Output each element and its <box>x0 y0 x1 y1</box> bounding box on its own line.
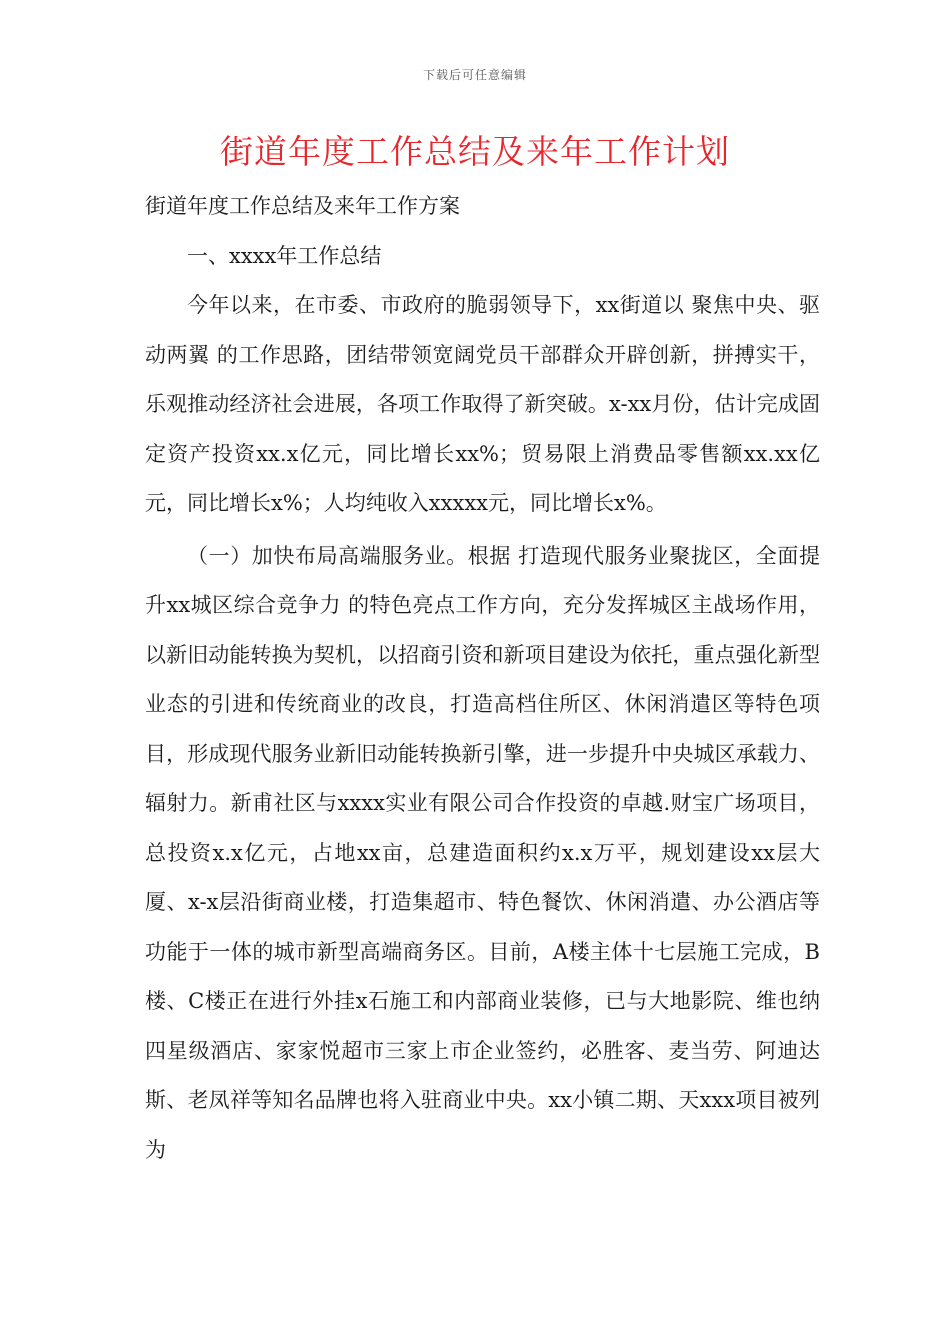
body-paragraph: （一）加快布局高端服务业。根据 打造现代服务业聚拢区，全面提升xx城区综合竞争力 的特色亮点工作方向，充分发挥城区主战场作用，以新旧动能转换为契机，以招商引资和新项目建设为依托，重点强化新型业态的引进和传统商业的改良，打造高档住所区、休闲消遣区等特色项目，形成现代服务业新旧动能转换新引擎，进一步提升中央城区承载力、辐射力。新甫社区与xxxx实业有限公司合作投资的卓越.财宝广场项目，总投资x.x亿元，占地xx亩，总建造面积约x.x万平，规划建设xx层大厦、x-x层沿街商业楼，打造集超市、特色餐饮、休闲消遣、办公酒店等功能于一体的城市新型高端商务区。目前，A楼主体十七层施工完成，B楼、C楼正在进行外挂x石施工和内部商业装修，已与大地影院、维也纳四星级酒店、家家悦超市三家上市企业签约，必胜客、麦当劳、阿迪达斯、老凤祥等知名品牌也将入驻商业中央。xx小镇二期、天xxx项目被列为 <box>145 543 820 1162</box>
document-subtitle: 街道年度工作总结及来年工作方案 <box>145 194 460 218</box>
document-body <box>145 182 820 1175</box>
page-header-note: 下载后可任意编辑 <box>422 68 527 82</box>
section-heading: 一、xxxx年工作总结 <box>187 243 382 268</box>
document-title: 街道年度工作总结及来年工作计划 <box>220 132 730 171</box>
body-paragraph: 今年以来，在市委、市政府的脆弱领导下，xx街道以 聚焦中央、驱动两翼 的工作思路，团结带领宽阔党员干部群众开辟创新，拼搏实干，乐观推动经济社会进展，各项工作取得了新突破。x-xx月份，估计完成固定资产投资xx.x亿元，同比增长xx%；贸易限上消费品零售额xx.xx亿元，同比增长x%；人均纯收入xxxxx元，同比增长x%。 <box>145 293 820 515</box>
